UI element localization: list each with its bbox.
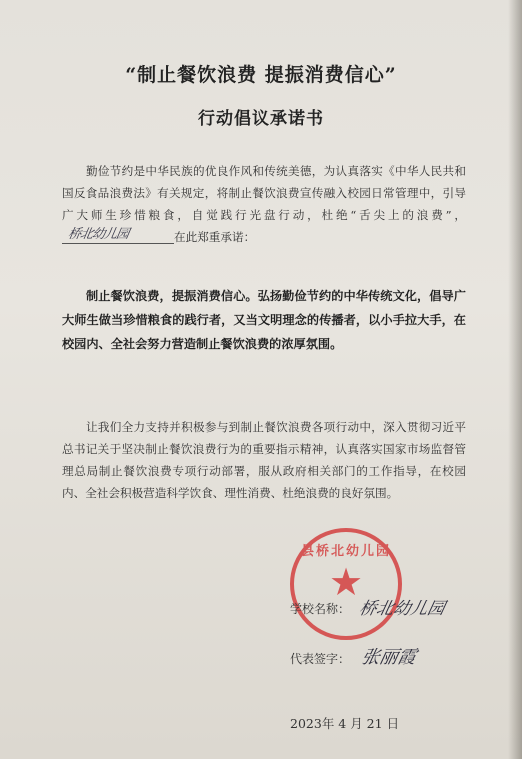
intro-text: 勤俭节约是中华民族的优良作风和传统美德，为认真落实《中华人民共和国反食品浪费法》有关规定，将制止餐饮浪费宣传融入校园日常管理中，引导广大师生珍惜粮食，自觉践行光盘行动，杜绝“舌尖上的浪费”， [62,164,466,222]
seal-text: 县桥北幼儿园 [300,544,391,559]
handwritten-school-name: 桥北幼儿园 [66,227,130,242]
handwritten-school-signature: 桥北幼儿园 [357,599,447,619]
date-month-day: 年 4 月 21 日 [321,716,400,731]
action-text: 让我们全力支持并积极参与到制止餐饮浪费各项行动中，深入贯彻习近平总书记关于坚决制止餐饮浪费行为的重要指示精神，认真落实国家市场监督管理总局制止餐饮浪费专项行动部署，服从政府相关部门的工作指导，在校园内、全社会积极营造科学饮食、理性消费、杜绝浪费的良好氛围。 [62,420,466,500]
pledge-text: 制止餐饮浪费，提振消费信心。弘扬勤俭节约的中华传统文化，倡导广大师生做当珍惜粮食的践行者，又当文明理念的传播者，以小手拉大手，在校园内、全社会努力营造制止餐饮浪费的浓厚氛围。 [62,289,466,351]
school-name-label: 学校名称： [290,602,351,616]
intro-commit-text: 在此郑重承诺： [174,230,256,244]
official-seal [290,528,402,640]
seal-star-icon: ★ [328,560,364,604]
handwritten-representative-signature: 张丽霞 [359,647,418,668]
paragraph-action [62,416,466,504]
date-line [290,714,399,732]
paragraph-intro [62,160,466,248]
document-subtitle: 行动倡议承诺书 [198,109,324,129]
representative-label: 代表签字： [290,652,351,666]
date-year: 2023 [290,716,322,731]
document-title: “制止餐饮浪费 提振消费信心” [125,64,397,86]
paragraph-pledge-bold [62,284,466,356]
name-fill-line [62,227,174,244]
